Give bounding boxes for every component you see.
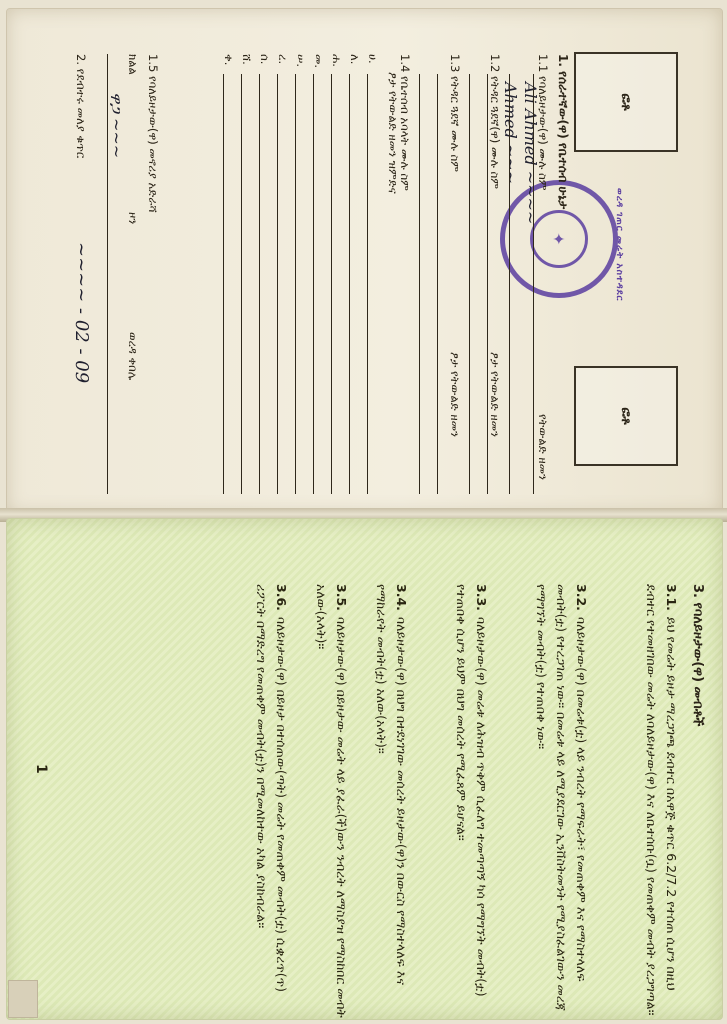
section-1-title: 1. የሰራተኛው(ዋ) የቤተሰብ ሁኔታ — [556, 54, 570, 210]
member-row-a: ሀ. — [366, 54, 380, 64]
form-row-1-2: 1.2 የትዳር ጓደኛ(ዋ) ሙሉ ስም — [488, 54, 502, 189]
photo-box-1 — [574, 52, 678, 152]
paragraph-3-2: 3.2.ባለይዞታው(ዋ) በመሬቱ(ቷ) ላይ ንብረት የማፍራት፣ የመጠቀም እና የማስተላለፍ መብት(ቷ) የተረጋገጠ ነው። በመሬቱ ላይ ለሚያደርገው ኢንቨስትመንት የሚያስፈልገውን መረጃ የማግኘት መብት(ቷ) የተጠበቀ ነው። — [534, 584, 589, 1012]
member-row-d: መ. — [312, 54, 326, 69]
rule-member-c — [331, 74, 332, 494]
member-row-i: ቀ. — [222, 54, 236, 66]
member-row-e: ሠ. — [294, 54, 308, 67]
address-region: ክልል — [126, 54, 140, 75]
rule-member-h — [241, 74, 242, 494]
paragraph-3-1: 3.1.ይህ የመሬት ይዞታ ማረጋገጫ ደብተር በአዋጅ ቁጥር 6.2/7.2 የተሰጠ ሲሆን በዚህ ደብተር የተመዘገበው መሬት ለባለይዞታው(ዋ) እና ለቤተሰቡ(ቧ) የመጠቀም መብት ያረጋግጣል። — [644, 584, 679, 1016]
address-woreda: ወረዳ ቀበሌ — [126, 332, 140, 381]
rule-member-a — [367, 74, 368, 494]
bottom-page-content — [15, 524, 715, 1018]
stamp-text: ወረዳ ገጠር መሬት አስተዳደር — [614, 188, 624, 302]
member-row-c: ሐ. — [330, 54, 344, 67]
handwritten-address: ዋጋ ~~~ — [107, 92, 126, 159]
handwritten-name: Ali Ahmed ~~~~ — [521, 82, 540, 225]
paragraph-3-6: 3.6.ባለይዞታው(ዋ) በይዞታ በተሰጠው(ጣት) መሬት የመጠቀም መብት(ቷ) ሲቋረጥ(ጥ) ሪፖርት በማድረግ የመጠቀም መብት(ቷ)ን በሚመለከተው አካል ያስከብራል። — [254, 584, 289, 993]
rule-member-i — [223, 74, 224, 494]
rule-member-e — [295, 74, 296, 494]
form-row-1-4-extra: ፆታ የትውልድ ዘመን ዝምድና — [386, 72, 400, 194]
photo-label-2: ፎቶ — [618, 407, 634, 425]
rule-address — [107, 54, 108, 494]
form-row-2: 2. የደብተሩ መለያ ቁጥር — [74, 54, 88, 159]
rule-1-3b — [419, 74, 420, 494]
form-row-1-1-extra: የትውልድ ዘመን — [536, 414, 550, 480]
form-row-1-5: 1.5 የባለይዞታው(ዋ) መኖሪያ አድራሻ — [146, 54, 160, 213]
rule-1-1b — [509, 74, 510, 494]
member-row-b: ለ. — [348, 54, 362, 65]
rule-1-2 — [487, 74, 488, 494]
page-number: 1 — [33, 764, 49, 774]
section-3-title: 3. የባለይዞታው(ዋ) መብቶች — [690, 584, 705, 727]
rule-1-3a — [437, 74, 438, 494]
form-row-1-3: 1.3 የትዳር ጓደኛ ሙሉ ስም — [448, 54, 462, 173]
form-row-1-2-extra: ፆታ የትውልድ ዘመን — [488, 352, 502, 438]
handwritten-name-2: Ahmed ~~~ — [501, 82, 520, 185]
rule-member-g — [259, 74, 260, 494]
paragraph-3-4: 3.4.ባለይዞታው(ዋ) በህግ በተደነገገው መሰረት ይዞታው(ዋ)ን በውርስ የማስተላለፍ እና የማከራየት መብት(ቷ) አለው(አላት)። — [374, 584, 409, 985]
member-row-g: ሰ. — [258, 54, 272, 65]
paragraph-3-5: 3.5.ባለይዞታው(ዋ) በይዞታው መሬት ላይ ያፈራ(ች)ውን ንብረት ለማስያዝ የማስከበር መብት አለው(አላት)። — [314, 584, 349, 1018]
rule-member-b — [349, 74, 350, 494]
rule-1-1 — [533, 74, 534, 494]
rule-1-2b — [469, 74, 470, 494]
form-row-1-3-extra: ፆታ የትውልድ ዘመን — [448, 352, 462, 438]
member-row-f: ረ. — [276, 54, 290, 65]
rule-member-d — [313, 74, 314, 494]
stamp-center-glyph: ✦ — [549, 232, 569, 246]
address-zone: ዞን — [126, 212, 140, 225]
paragraph-3-3: 3.3.ባለይዞታው(ዋ) መሬቱ ለሕዝብ ጥቅም ሲፈለግ ተመጣጣኝ ካሳ የማግኘት መብት(ቷ) የተጠበቀ ሲሆን ይህም በህግ መሰረት የሚፈጸም ይሆናል። — [454, 584, 489, 997]
top-page-content — [8, 12, 720, 512]
form-row-1-4: 1.4 የቤተሰብ አባላት ሙሉ ስም — [398, 54, 412, 191]
photo-label-1: ፎቶ — [618, 93, 634, 111]
form-row-1-1: 1.1 የባለይዞታው(ዋ) ሙሉ ስም — [536, 54, 550, 191]
member-row-h: ሸ. — [240, 54, 254, 65]
rule-member-f — [277, 74, 278, 494]
photo-box-2 — [574, 366, 678, 466]
handwritten-serial: ~~~~ - 02 - 09 — [71, 242, 92, 384]
